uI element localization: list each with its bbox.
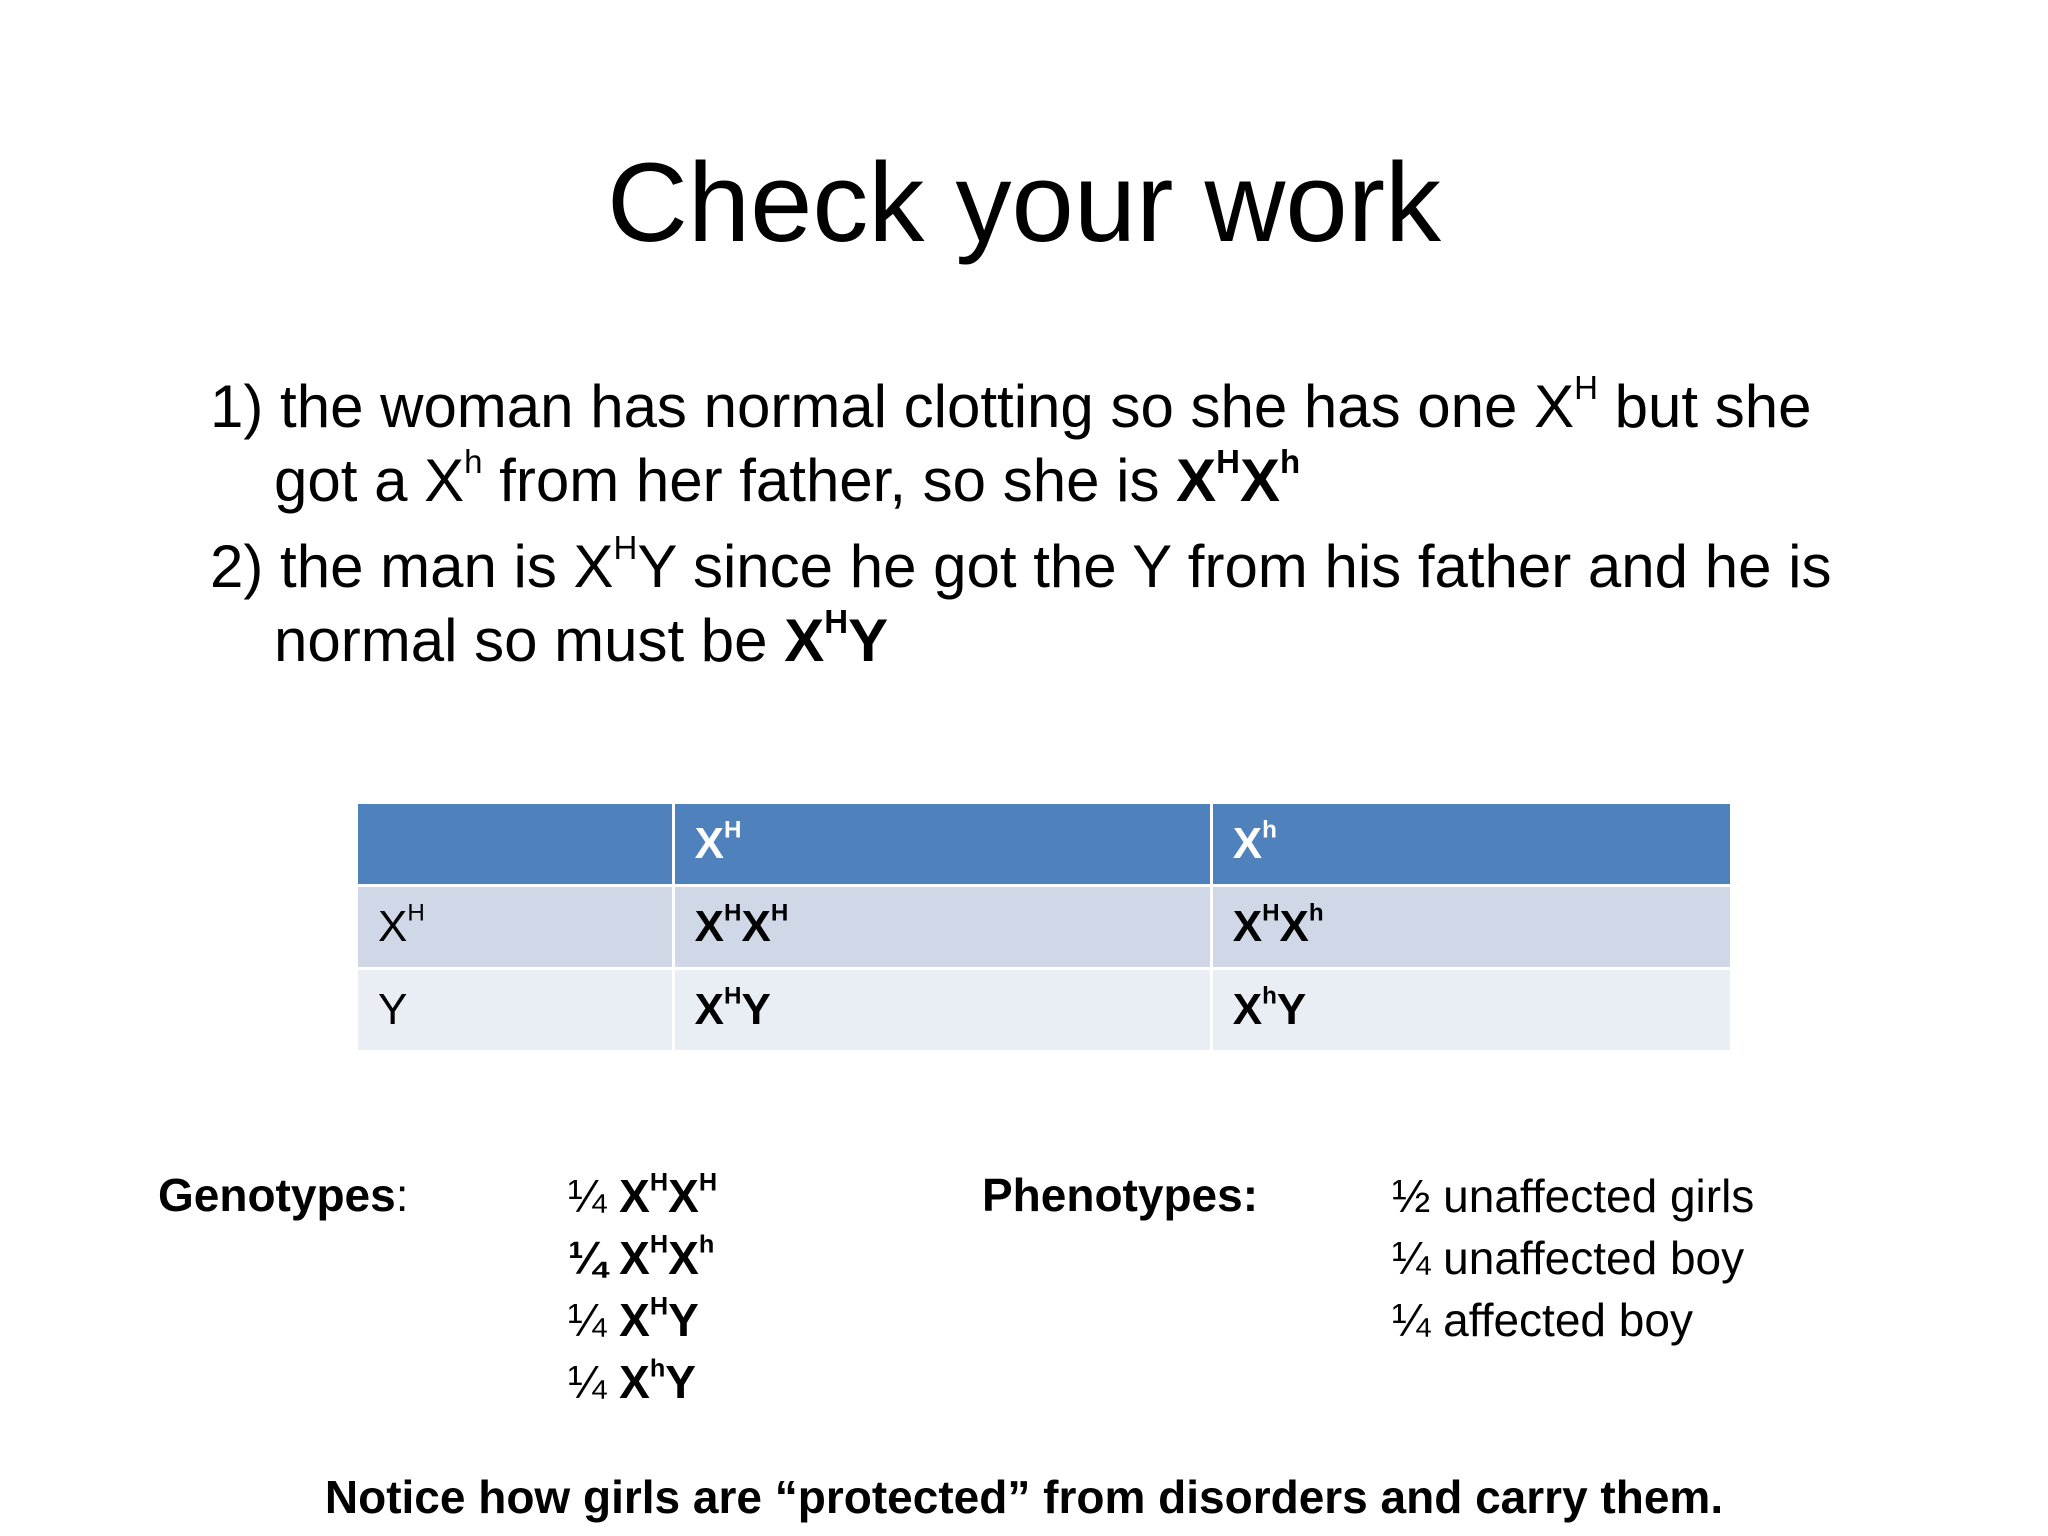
punnett-row bbox=[358, 969, 1730, 1052]
punnett-square bbox=[358, 804, 1730, 1053]
genotype-item: ¼ $X^HY$ bbox=[568, 1292, 699, 1346]
punnett-row-header: $X^H$ bbox=[358, 886, 673, 969]
punnett-cell: $X^HX^H$ bbox=[673, 886, 1211, 969]
point-1-genotype: $X^HX^h$ bbox=[1176, 442, 1301, 514]
point-1-text-c: from her father, so she is bbox=[482, 447, 1177, 514]
point-2-sup-a: H bbox=[613, 528, 638, 566]
point-1 bbox=[210, 370, 1910, 518]
phenotype-item: ½ unaffected girls bbox=[1392, 1170, 1755, 1222]
point-2-text-a: the man is X bbox=[263, 533, 614, 600]
punnett-cell: $X^HX^h$ bbox=[1211, 886, 1730, 969]
phenotype-item: ¼ affected boy bbox=[1392, 1294, 1693, 1346]
punnett-col-header: $X^h$ bbox=[1211, 804, 1730, 886]
point-1-label: 1) bbox=[210, 373, 264, 440]
footer-note: Notice how girls are “protected” from disorders and carry them. bbox=[324, 1471, 1724, 1523]
point-2-genotype: $X^HY$ bbox=[784, 602, 889, 674]
point-1-text-a: the woman has normal clotting so she has one X bbox=[263, 373, 1575, 440]
point-2-label: 2) bbox=[210, 533, 264, 600]
genotypes-list bbox=[568, 1165, 717, 1413]
genotype-item: ¼ $X^HX^H$ bbox=[568, 1168, 718, 1222]
punnett-row bbox=[358, 886, 1730, 969]
punnett-corner bbox=[358, 804, 673, 886]
phenotypes-label: Phenotypes: bbox=[982, 1169, 1259, 1221]
genotypes-label: Genotypes: bbox=[158, 1169, 409, 1221]
point-1-sup-a: H bbox=[1574, 368, 1598, 406]
punnett-cell: $X^HY$ bbox=[673, 969, 1211, 1052]
phenotypes-list bbox=[1392, 1165, 1754, 1351]
explanation-list bbox=[210, 370, 1910, 690]
point-2-text-b: Y since he got the Y from his father and he is normal so must be bbox=[274, 533, 1832, 674]
punnett-cell: $X^hY$ bbox=[1211, 969, 1730, 1052]
slide-title: Check your work bbox=[606, 140, 1442, 265]
point-1-text-b: but she got a X bbox=[274, 373, 1812, 514]
punnett-header-row bbox=[358, 804, 1730, 886]
point-2 bbox=[210, 530, 1910, 678]
genotype-item: ¼ $X^HX^h$ bbox=[568, 1230, 715, 1284]
genotype-item: ¼ $X^hY$ bbox=[568, 1354, 696, 1408]
point-1-sup-b: h bbox=[464, 442, 483, 480]
punnett-col-header: $X^H$ bbox=[673, 804, 1211, 886]
phenotype-item: ¼ unaffected boy bbox=[1392, 1232, 1745, 1284]
punnett-row-header: Y bbox=[358, 969, 673, 1052]
